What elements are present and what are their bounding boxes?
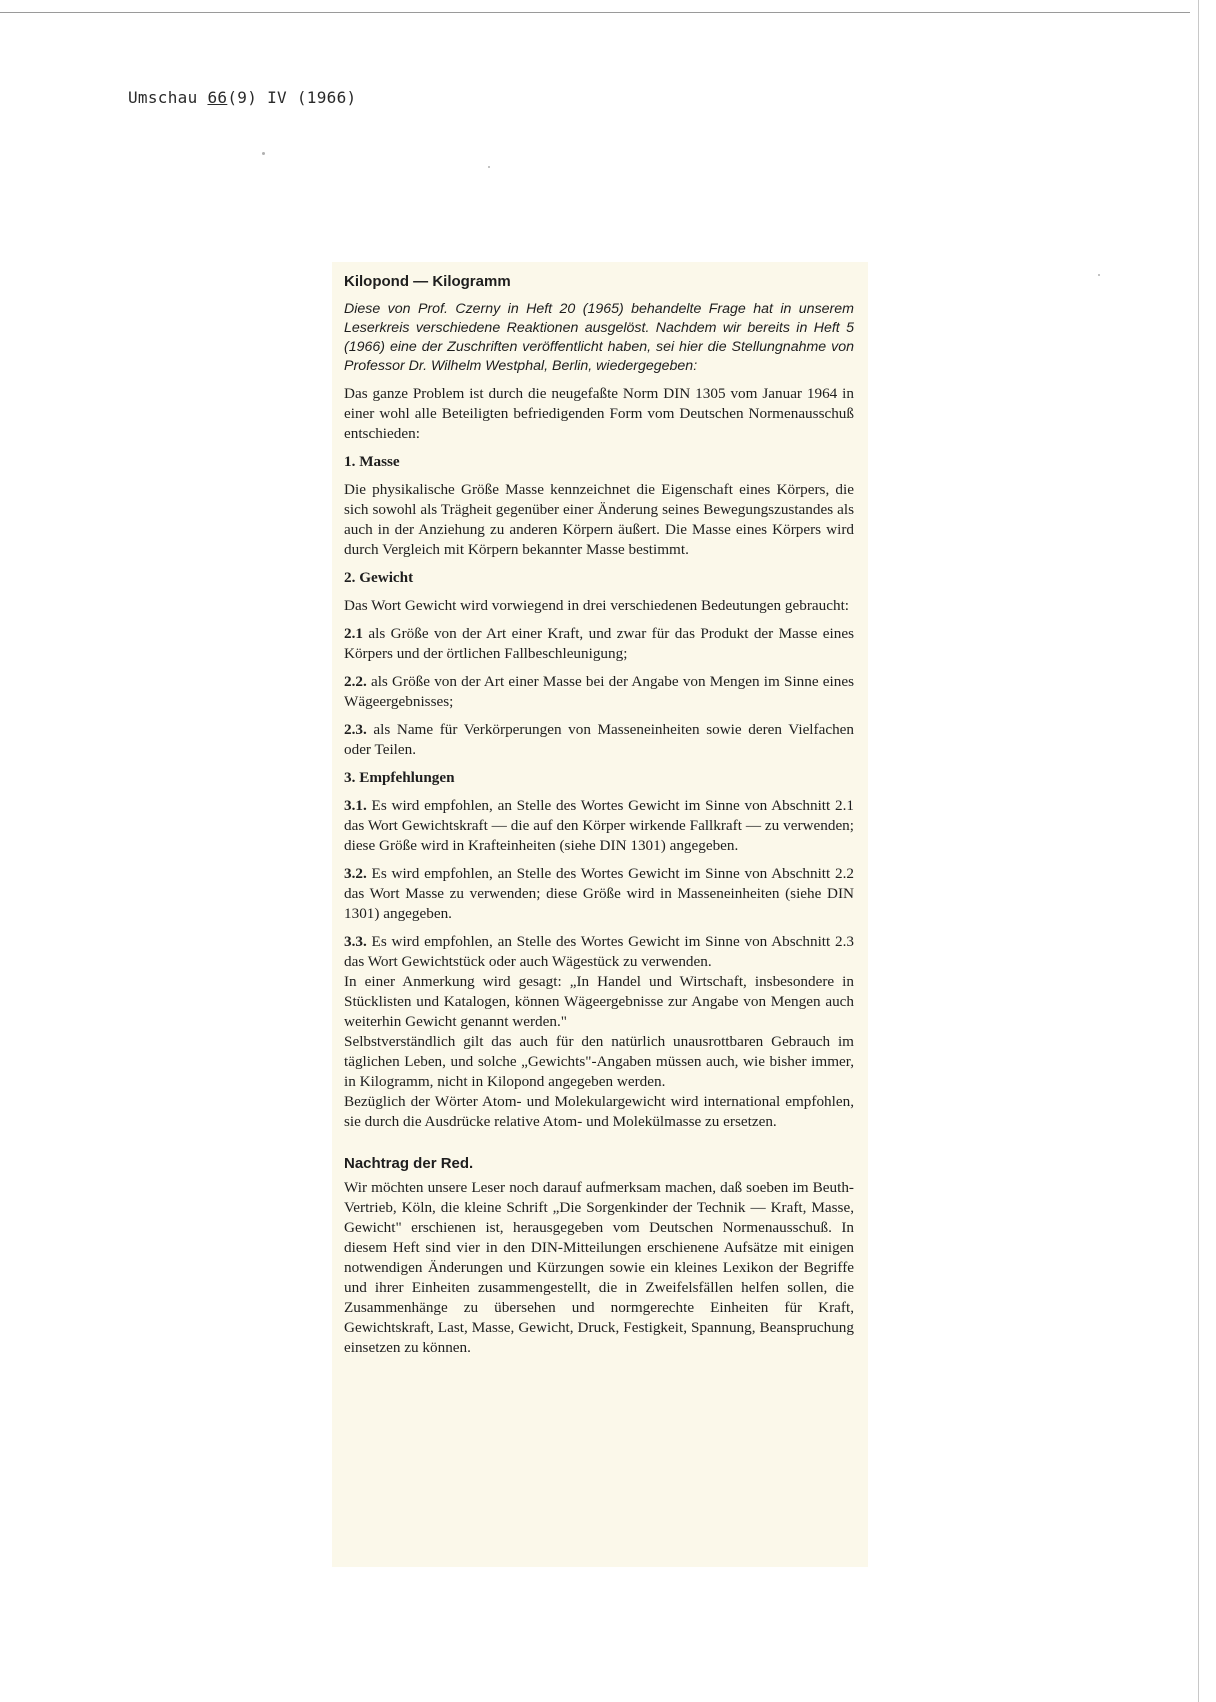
item-number: 2.2. xyxy=(344,673,367,690)
item-number: 2.1 xyxy=(344,625,363,642)
section-heading-gewicht: 2. Gewicht xyxy=(344,569,414,586)
article-title: Kilopond — Kilogramm xyxy=(344,273,511,290)
item-number: 3.3. xyxy=(344,933,367,950)
paragraph-remark: In einer Anmerkung wird gesagt: „In Handel und Wirtschaft, insbesondere in Stücklisten und Katalogen, können Wägeergebnisse zur Angabe von Mengen auch weiterhin Gewicht genannt werden." xyxy=(344,973,854,1030)
item-2-1 xyxy=(344,624,854,664)
item-text: als Name für Verkörperungen von Masseneinheiten sowie deren Vielfachen oder Teilen. xyxy=(344,721,854,758)
item-3-1 xyxy=(344,796,854,856)
header-volume: 66 xyxy=(207,88,228,107)
scan-top-edge xyxy=(0,12,1190,13)
item-3-2 xyxy=(344,864,854,924)
item-text: als Größe von der Art einer Masse bei der Angabe von Mengen im Sinne eines Wägeergebnisses; xyxy=(344,673,854,710)
section-heading-masse: 1. Masse xyxy=(344,453,400,470)
paragraph-problem: Das ganze Problem ist durch die neugefaßte Norm DIN 1305 vom Januar 1964 in einer wohl alle Beteiligten befriedigenden Form vom Deutschen Normenausschuß entschieden: xyxy=(344,385,854,442)
paragraph-selbstverstaendlich: Selbstverständlich gilt das auch für den natürlich unausrottbaren Gebrauch im täglichen Leben, und solche „Gewichts"-Angaben müssen auch, wie bisher immer, in Kilogramm, nicht in Kilopond angegeben werden. xyxy=(344,1033,854,1090)
scan-speck xyxy=(262,152,265,155)
item-number: 2.3. xyxy=(344,721,367,738)
item-number: 3.1. xyxy=(344,797,367,814)
scan-right-edge xyxy=(1198,0,1199,1702)
article-column xyxy=(344,272,854,1358)
item-number: 3.2. xyxy=(344,865,367,882)
header-prefix: Umschau xyxy=(128,88,208,107)
section-heading-empfehlungen: 3. Empfehlungen xyxy=(344,769,455,786)
page-header xyxy=(128,88,356,107)
paragraph-masse: Die physikalische Größe Masse kennzeichnet die Eigenschaft eines Körpers, die sich sowohl als Trägheit gegenüber einer Änderung seines Bewegungszustandes als auch in der Anziehung zu anderen Körpern äußert. Die Masse eines Körpers wird durch Vergleich mit Körpern bekannter Masse bestimmt. xyxy=(344,481,854,558)
item-3-3 xyxy=(344,932,854,972)
paragraph-gewicht: Das Wort Gewicht wird vorwiegend in drei verschiedenen Bedeutungen gebraucht: xyxy=(344,597,850,614)
scan-speck xyxy=(1098,274,1100,276)
item-2-3 xyxy=(344,720,854,760)
item-2-2 xyxy=(344,672,854,712)
item-text: Es wird empfohlen, an Stelle des Wortes Gewicht im Sinne von Abschnitt 2.1 das Wort Gewichtskraft — die auf den Körper wirkende Fallkraft — zu verwenden; diese Größe wird in Krafteinheiten (siehe DIN 1301) angegeben. xyxy=(344,797,854,854)
addendum-text: Wir möchten unsere Leser noch darauf aufmerksam machen, daß soeben im Beuth-Vertrieb, Köln, die kleine Schrift „Die Sorgenkinder der Technik — Kraft, Masse, Gewicht" erschienen ist, herausgegeben vom Deutschen Normenausschuß. In diesem Heft sind vier in den DIN-Mitteilungen erschienene Aufsätze mit einigen notwendigen Änderungen und Kürzungen sowie ein kleines Lexikon der Begriffe und ihrer Einheiten zusammengestellt, die in Zweifelsfällen helfen sollen, die Zusammenhänge zu übersehen und normgerechte Einheiten für Kraft, Gewichtskraft, Last, Masse, Gewicht, Druck, Festigkeit, Spannung, Beanspruchung einsetzen zu können. xyxy=(344,1179,854,1356)
article-intro: Diese von Prof. Czerny in Heft 20 (1965) behandelte Frage hat in unserem Leserkreis verschiedene Reaktionen ausgelöst. Nachdem wir bereits in Heft 5 (1966) eine der Zuschriften veröffentlicht haben, sei hier die Stellungnahme von Professor Dr. Wilhelm Westphal, Berlin, wiedergegeben: xyxy=(344,301,854,374)
addendum-title: Nachtrag der Red. xyxy=(344,1155,474,1172)
header-suffix: (9) IV (1966) xyxy=(227,88,357,107)
paragraph-atomgewicht: Bezüglich der Wörter Atom- und Molekulargewicht wird international empfohlen, sie durch die Ausdrücke relative Atom- und Molekülmasse zu ersetzen. xyxy=(344,1093,854,1130)
item-text: Es wird empfohlen, an Stelle des Wortes Gewicht im Sinne von Abschnitt 2.2 das Wort Masse zu verwenden; diese Größe wird in Masseneinheiten (siehe DIN 1301) angegeben. xyxy=(344,865,854,922)
item-text: als Größe von der Art einer Kraft, und zwar für das Produkt der Masse eines Körpers und der örtlichen Fallbeschleunigung; xyxy=(344,625,854,662)
item-text: Es wird empfohlen, an Stelle des Wortes Gewicht im Sinne von Abschnitt 2.3 das Wort Gewichtstück oder auch Wägestück zu verwenden. xyxy=(344,933,854,970)
scan-speck xyxy=(488,166,490,168)
